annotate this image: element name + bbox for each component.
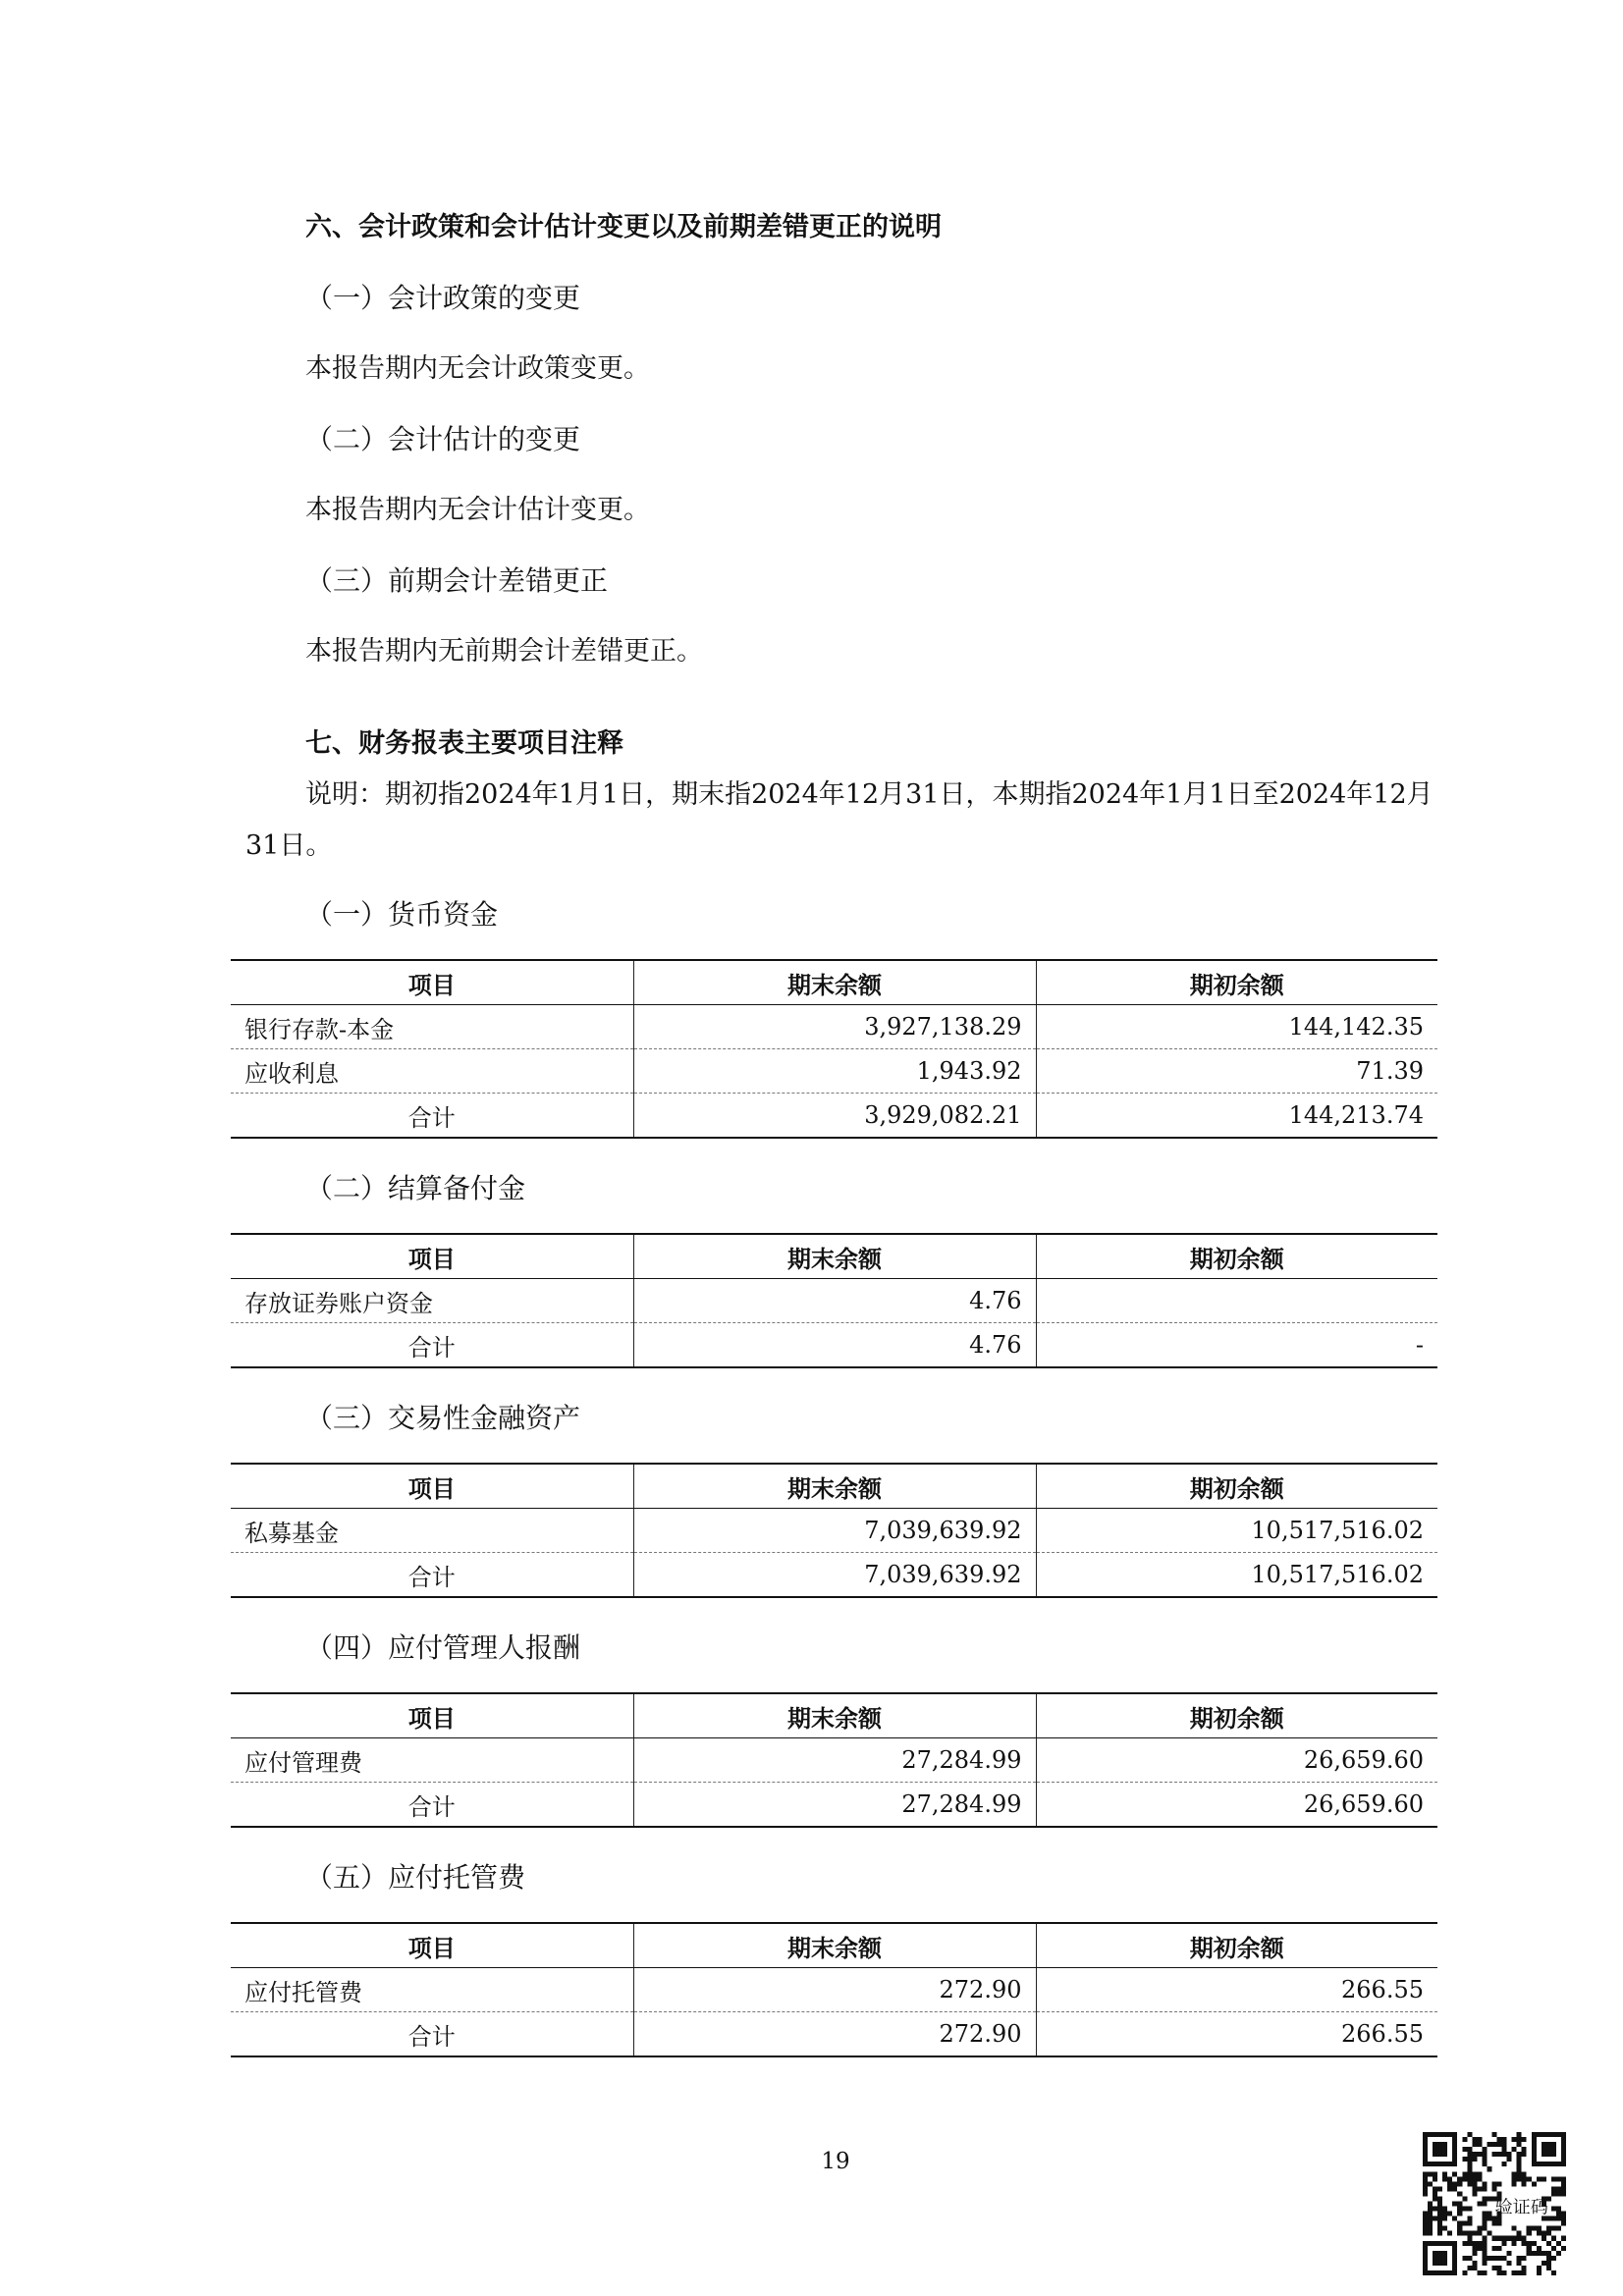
table-custody-fee — [231, 1922, 1437, 2057]
table-header-row — [231, 1693, 1437, 1738]
header-end-balance: 期末余额 — [633, 1234, 1036, 1279]
policy-change-title: （一）会计政策的变更 — [305, 282, 581, 314]
section-six-title: 六、会计政策和会计估计变更以及前期差错更正的说明 — [305, 212, 942, 242]
header-item: 项目 — [231, 1234, 633, 1279]
total-end-balance: 272.90 — [633, 2012, 1036, 2057]
table-title-manager-fee: （四）应付管理人报酬 — [305, 1631, 581, 1664]
table-title-custody-fee: （五）应付托管费 — [305, 1861, 526, 1894]
table-header-row — [231, 1464, 1437, 1509]
header-begin-balance: 期初余额 — [1036, 1923, 1437, 1968]
period-note-line2: 31日。 — [245, 830, 333, 861]
table-row — [231, 1968, 1437, 2012]
table-title-trading-assets: （三）交易性金融资产 — [305, 1402, 581, 1434]
row-name: 应付托管费 — [231, 1968, 633, 2012]
header-item: 项目 — [231, 1923, 633, 1968]
row-end-balance: 3,927,138.29 — [633, 1005, 1036, 1049]
table-row — [231, 1005, 1437, 1049]
header-end-balance: 期末余额 — [633, 1923, 1036, 1968]
row-end-balance: 27,284.99 — [633, 1738, 1036, 1783]
header-end-balance: 期末余额 — [633, 960, 1036, 1005]
period-note-line1: 说明：期初指2024年1月1日，期末指2024年12月31日，本期指2024年1月1日至2024年12月 — [305, 779, 1434, 810]
table-total-row — [231, 1783, 1437, 1828]
total-label: 合计 — [231, 2012, 633, 2057]
section-seven-title: 七、财务报表主要项目注释 — [305, 728, 623, 759]
table-total-row — [231, 1094, 1437, 1139]
table-title-cash: （一）货币资金 — [305, 898, 499, 931]
total-label: 合计 — [231, 1323, 633, 1368]
header-begin-balance: 期初余额 — [1036, 1693, 1437, 1738]
header-begin-balance: 期初余额 — [1036, 960, 1437, 1005]
row-begin-balance: 10,517,516.02 — [1036, 1509, 1437, 1553]
table-trading-assets — [231, 1463, 1437, 1598]
table-row — [231, 1279, 1437, 1323]
row-end-balance: 1,943.92 — [633, 1049, 1036, 1094]
table-total-row — [231, 1323, 1437, 1368]
header-begin-balance: 期初余额 — [1036, 1234, 1437, 1279]
table-total-row — [231, 2012, 1437, 2057]
total-label: 合计 — [231, 1783, 633, 1828]
header-end-balance: 期末余额 — [633, 1464, 1036, 1509]
qr-code-icon — [1423, 2132, 1566, 2275]
table-row — [231, 1738, 1437, 1783]
total-end-balance: 7,039,639.92 — [633, 1553, 1036, 1598]
total-begin-balance: 266.55 — [1036, 2012, 1437, 2057]
header-item: 项目 — [231, 960, 633, 1005]
total-end-balance: 27,284.99 — [633, 1783, 1036, 1828]
table-header-row — [231, 1234, 1437, 1279]
error-correction-title: （三）前期会计差错更正 — [305, 564, 609, 597]
total-begin-balance: 144,213.74 — [1036, 1094, 1437, 1139]
total-label: 合计 — [231, 1094, 633, 1139]
row-begin-balance: 71.39 — [1036, 1049, 1437, 1094]
table-manager-fee — [231, 1692, 1437, 1828]
row-begin-balance: 144,142.35 — [1036, 1005, 1437, 1049]
row-end-balance: 272.90 — [633, 1968, 1036, 2012]
table-title-settlement: （二）结算备付金 — [305, 1172, 526, 1204]
row-name: 应付管理费 — [231, 1738, 633, 1783]
row-name: 应收利息 — [231, 1049, 633, 1094]
row-end-balance: 4.76 — [633, 1279, 1036, 1323]
table-header-row — [231, 1923, 1437, 1968]
table-header-row — [231, 960, 1437, 1005]
header-end-balance: 期末余额 — [633, 1693, 1036, 1738]
row-name: 银行存款-本金 — [231, 1005, 633, 1049]
total-end-balance: 3,929,082.21 — [633, 1094, 1036, 1139]
header-item: 项目 — [231, 1693, 633, 1738]
policy-change-text: 本报告期内无会计政策变更。 — [305, 353, 650, 384]
header-item: 项目 — [231, 1464, 633, 1509]
header-begin-balance: 期初余额 — [1036, 1464, 1437, 1509]
row-begin-balance: 26,659.60 — [1036, 1738, 1437, 1783]
error-correction-text: 本报告期内无前期会计差错更正。 — [305, 636, 703, 667]
estimate-change-text: 本报告期内无会计估计变更。 — [305, 495, 650, 525]
table-row — [231, 1049, 1437, 1094]
total-label: 合计 — [231, 1553, 633, 1598]
row-begin-balance — [1036, 1279, 1437, 1323]
total-begin-balance: 26,659.60 — [1036, 1783, 1437, 1828]
total-end-balance: 4.76 — [633, 1323, 1036, 1368]
table-cash — [231, 959, 1437, 1139]
qr-label: 验证码 — [1494, 2197, 1548, 2218]
table-total-row — [231, 1553, 1437, 1598]
table-settlement — [231, 1233, 1437, 1368]
row-begin-balance: 266.55 — [1036, 1968, 1437, 2012]
row-name: 存放证券账户资金 — [231, 1279, 633, 1323]
row-end-balance: 7,039,639.92 — [633, 1509, 1036, 1553]
estimate-change-title: （二）会计估计的变更 — [305, 423, 581, 455]
table-row — [231, 1509, 1437, 1553]
total-begin-balance: - — [1036, 1323, 1437, 1368]
page-number: 19 — [821, 2149, 850, 2174]
total-begin-balance: 10,517,516.02 — [1036, 1553, 1437, 1598]
row-name: 私募基金 — [231, 1509, 633, 1553]
